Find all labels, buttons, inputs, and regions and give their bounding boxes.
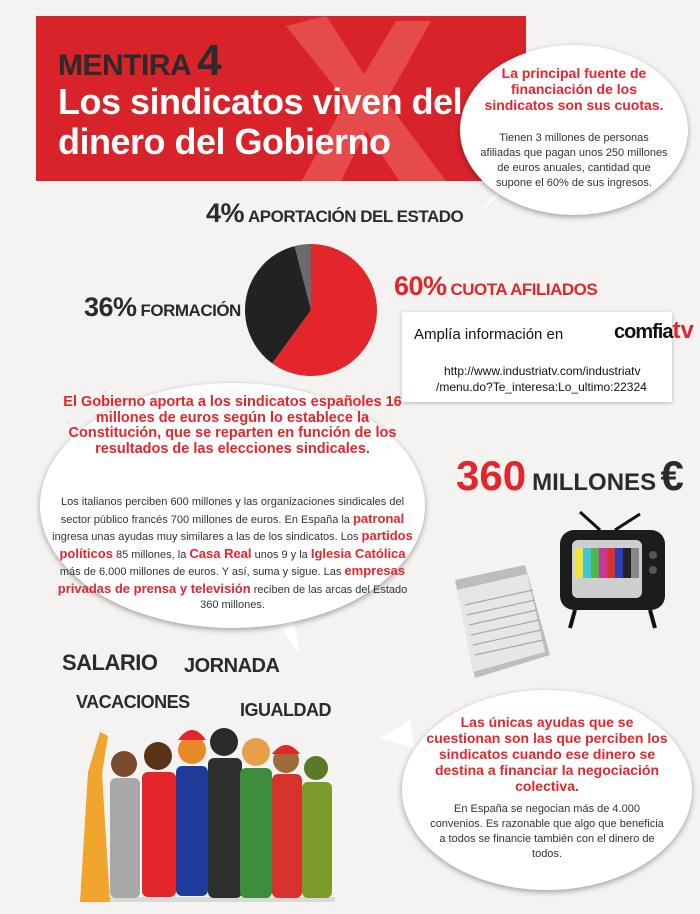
callout-bubble-2 xyxy=(40,383,425,628)
callout-3-body: En España se negocian más de 4.000 convenios. Es razonable que algo que beneficia a todos se financie también con el dinero de todos. xyxy=(430,803,664,860)
info-url-line-1[interactable]: http://www.industriatv.com/industriatv xyxy=(444,364,641,378)
lie-number: 4 xyxy=(197,36,222,85)
info-url-line-2[interactable]: /menu.do?Te_interesa:Lo_ultimo:22324 xyxy=(436,380,647,394)
callout-bubble-3 xyxy=(402,690,692,890)
callout-1-lead: La principal fuente de financiación de los sindicatos son sus cuotas. xyxy=(484,65,664,113)
pie-label-training: 36% FORMACIÓN xyxy=(84,292,241,322)
lie-label: MENTIRA 4 xyxy=(58,36,222,85)
comfia-tv-logo: comfiatv xyxy=(614,317,694,344)
amount-360-millones: 360 MILLONES € xyxy=(456,452,684,499)
word-vacaciones: VACACIONES xyxy=(76,692,190,712)
word-jornada: JORNADA xyxy=(184,655,280,677)
callout-1-body: Tienen 3 millones de personas afiliadas que pagan unos 250 millones de euros anuales, cantidad que supone el 60% de sus ingresos. xyxy=(480,132,668,189)
word-igualdad: IGUALDAD xyxy=(240,700,331,720)
page-title: Los sindicatos viven del dinero del Gobierno xyxy=(58,81,463,162)
header-banner xyxy=(36,16,526,181)
callout-bubble-1 xyxy=(460,45,688,215)
workers-illustration xyxy=(80,712,335,902)
callout-3-lead: Las únicas ayudas que se cuestionan son las que perciben los sindicatos cuando ese dinero se destina a financiar la negociación colectiva. xyxy=(426,714,668,794)
pie-label-state: 4% APORTACIÓN DEL ESTADO xyxy=(206,198,464,228)
newspaper-stack-icon xyxy=(445,560,555,685)
tv-icon xyxy=(555,510,675,630)
info-box xyxy=(402,312,694,402)
info-text: Amplía información en xyxy=(414,326,564,343)
callout-2-lead: El Gobierno aporta a los sindicatos españoles 16 millones de euros según lo establece la Constitución, que se reparten en función de los resultados de las elecciones sindicales. xyxy=(63,394,402,457)
word-salario: SALARIO xyxy=(62,650,158,675)
funding-pie-chart xyxy=(243,242,379,378)
pie-label-members: 60% CUOTA AFILIADOS xyxy=(394,271,598,301)
callout-2-body: Los italianos perciben 600 millones y las organizaciones sindicales del sector público francés 700 millones de euros. En España la patronal ingresa unas ayudas muy similares a las de los sindicatos. Los partidos políticos 85 millones, la Casa Real unos 9 y la Iglesia Católica más de 6.000 millones de euros. Y así, suma y sigue. Las empresas privadas de prensa y televisión reciben de las arcas del Estado 360 millones. xyxy=(52,496,413,611)
